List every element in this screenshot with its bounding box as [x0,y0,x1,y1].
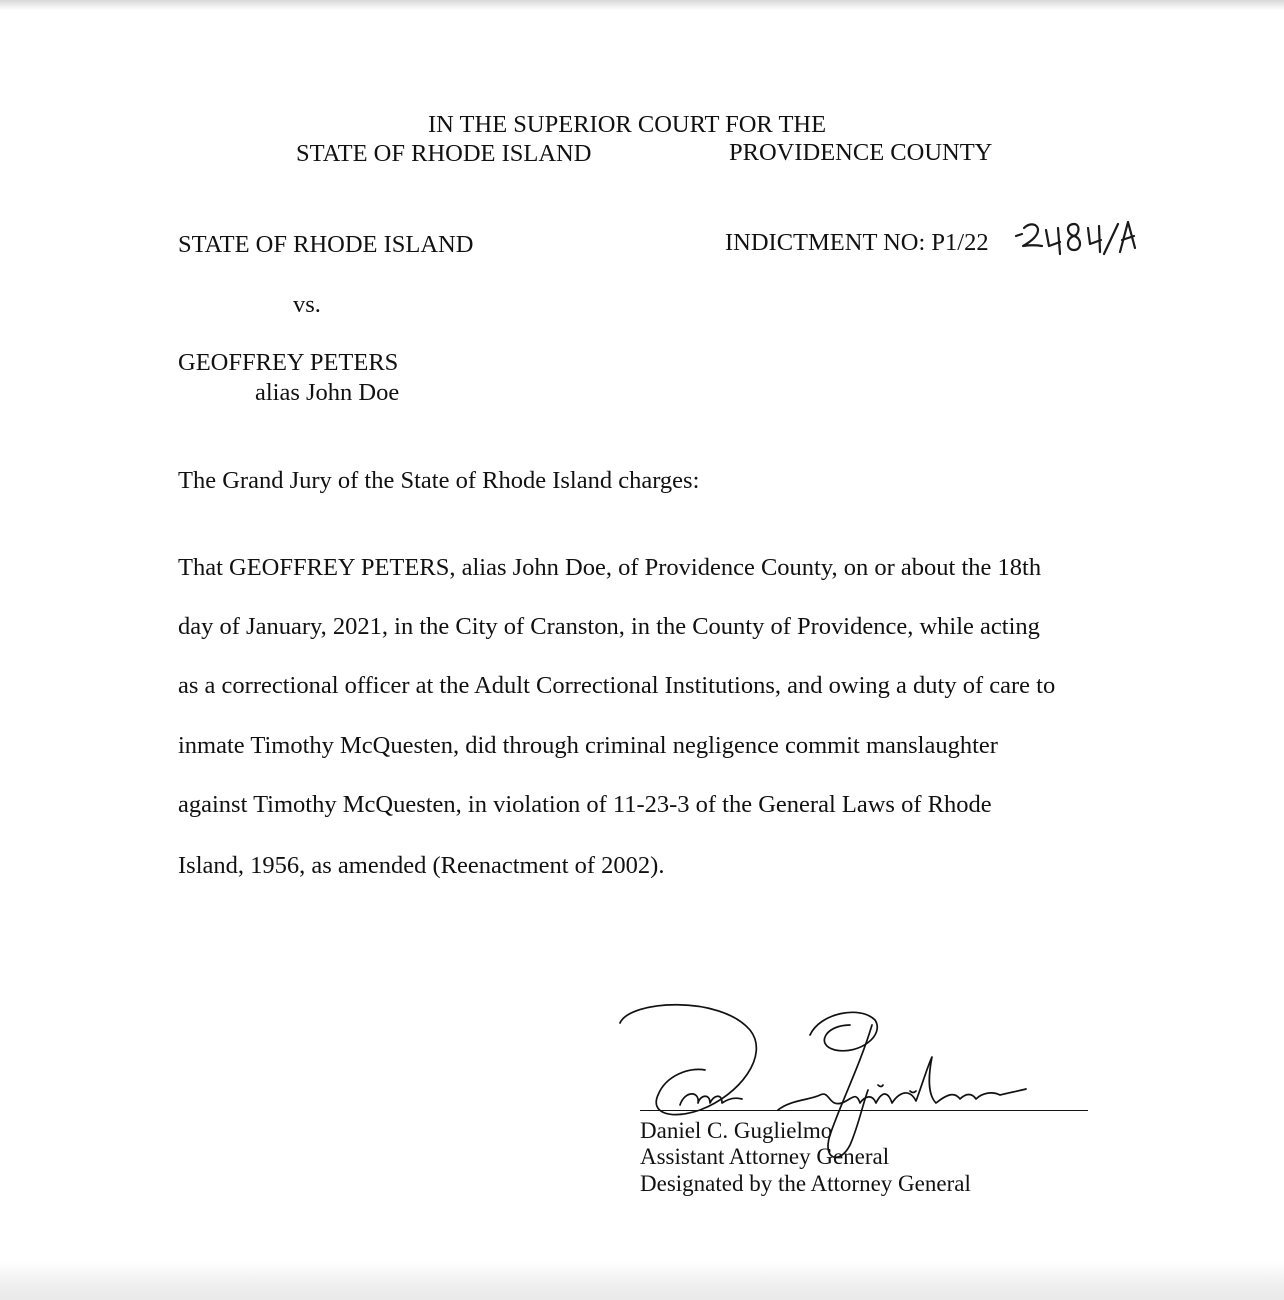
court-county: PROVIDENCE COUNTY [729,139,993,166]
court-heading: IN THE SUPERIOR COURT FOR THE [428,111,827,138]
defendant-alias: alias John Doe [255,379,400,406]
plaintiff: STATE OF RHODE ISLAND [178,231,474,258]
signer-name: Daniel C. Guglielmo [640,1118,833,1143]
handwritten-indictment-number [1008,214,1148,264]
charge-line: inmate Timothy McQuesten, did through criminal negligence commit manslaughter [178,732,998,759]
signer-title: Assistant Attorney General [640,1144,890,1169]
signer-designation: Designated by the Attorney General [640,1171,971,1196]
charge-line: against Timothy McQuesten, in violation of 11-23-3 of the General Laws of Rhode [178,791,992,818]
top-edge-shadow [0,0,1284,10]
charge-line: day of January, 2021, in the City of Cranston, in the County of Providence, while acting [178,613,1040,640]
indictment-number-label: INDICTMENT NO: P1/22 [725,229,989,256]
charge-line: That GEOFFREY PETERS, alias John Doe, of Providence County, on or about the 18th [178,554,1042,581]
charge-line: as a correctional officer at the Adult Correctional Institutions, and owing a duty of care to [178,672,1056,699]
court-state: STATE OF RHODE ISLAND [296,140,592,167]
charge-line: Island, 1956, as amended (Reenactment of 2002). [178,852,665,879]
defendant-name: GEOFFREY PETERS [178,349,399,376]
charges-intro: The Grand Jury of the State of Rhode Island charges: [178,467,700,494]
bottom-edge-shadow [0,1262,1284,1300]
versus: vs. [293,291,321,318]
